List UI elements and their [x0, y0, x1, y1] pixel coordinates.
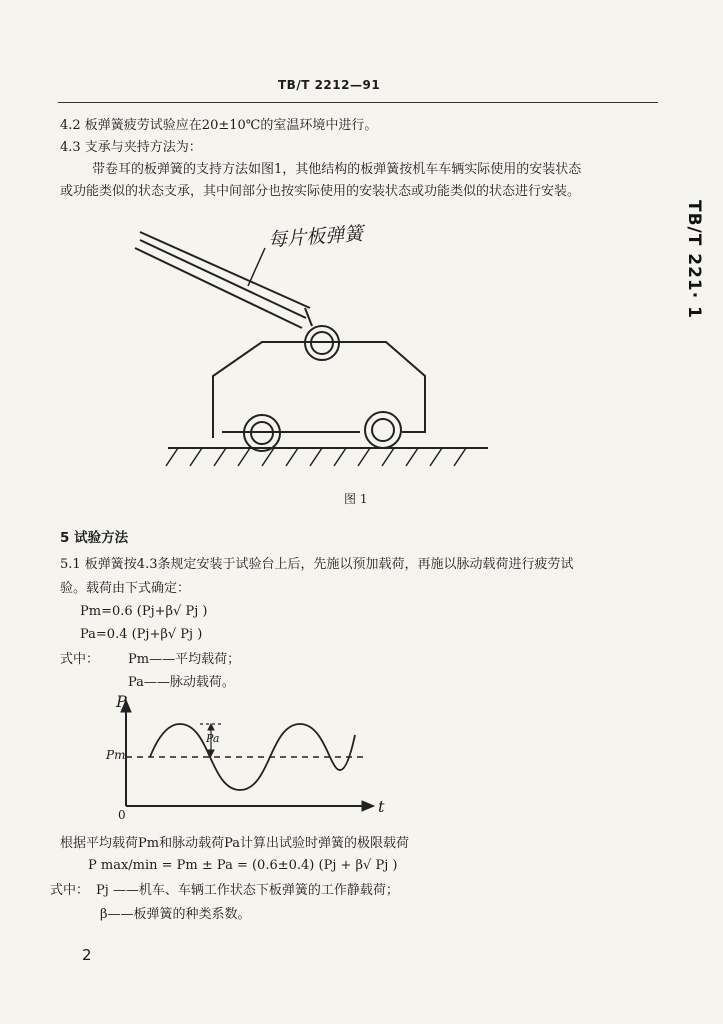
where-label-1: 式中： [60, 652, 100, 667]
where-pm: Pm——平均载荷； [128, 652, 241, 667]
where-pj: Pj ——机车、车辆工作状态下板弹簧的工作静载荷； [96, 883, 399, 898]
formula-pm: Pm=0.6 (Pj+β√ Pj ) [80, 604, 208, 619]
figure-1-handwritten-label: 每片板弹簧 [267, 222, 364, 252]
formula-limit-load: P max/min = Pm ± Pa = (0.6±0.4) (Pj + β√ Pj ) [88, 858, 398, 873]
clause-4-3-title: 4.3 支承与夹持方法为： [60, 140, 202, 155]
document-header-code: TB/T 2212—91 [278, 78, 381, 92]
graph-pa-label: Pa [206, 732, 220, 745]
where-pa: Pa——脉动载荷。 [128, 675, 235, 690]
clause-5-1-line-1: 5.1 板弹簧按4.3条规定安装于试验台上后，先施以预加载荷，再施以脉动载荷进行疲劳试 [60, 557, 574, 572]
graph-pm-label: Pm [106, 748, 126, 762]
side-tab: TB/T 221· 1 [684, 200, 704, 319]
page-number: 2 [82, 946, 92, 964]
section-5-title: 5 试验方法 [60, 530, 129, 546]
figure-1-caption: 图 1 [344, 492, 368, 506]
formula-pa: Pa=0.4 (Pj+β√ Pj ) [80, 627, 203, 642]
graph-y-label: P [116, 692, 127, 711]
graph-x-label: t [378, 797, 385, 816]
clause-4-3-body-1: 带卷耳的板弹簧的支持方法如图1，其他结构的板弹簧按机车车辆实际使用的安装状态 [92, 162, 582, 177]
clause-5-1-line-2: 验。载荷由下式确定： [60, 581, 191, 596]
clause-4-2: 4.2 板弹簧疲劳试验应在20±10℃的室温环境中进行。 [60, 118, 378, 133]
pa-arrow-up [208, 724, 214, 730]
clause-4-3-body-2: 或功能类似的状态支承，其中间部分也按实际使用的安装状态或功能类似的状态进行安装。 [60, 184, 581, 199]
graph-origin-label: 0 [118, 808, 126, 822]
x-axis-arrow [362, 801, 374, 811]
where-beta: β——板弹簧的种类系数。 [100, 907, 251, 922]
limit-load-sentence: 根据平均载荷Pm和脉动载荷Pa计算出试验时弹簧的极限载荷 [60, 836, 409, 851]
where-label-2: 式中： [50, 883, 90, 898]
